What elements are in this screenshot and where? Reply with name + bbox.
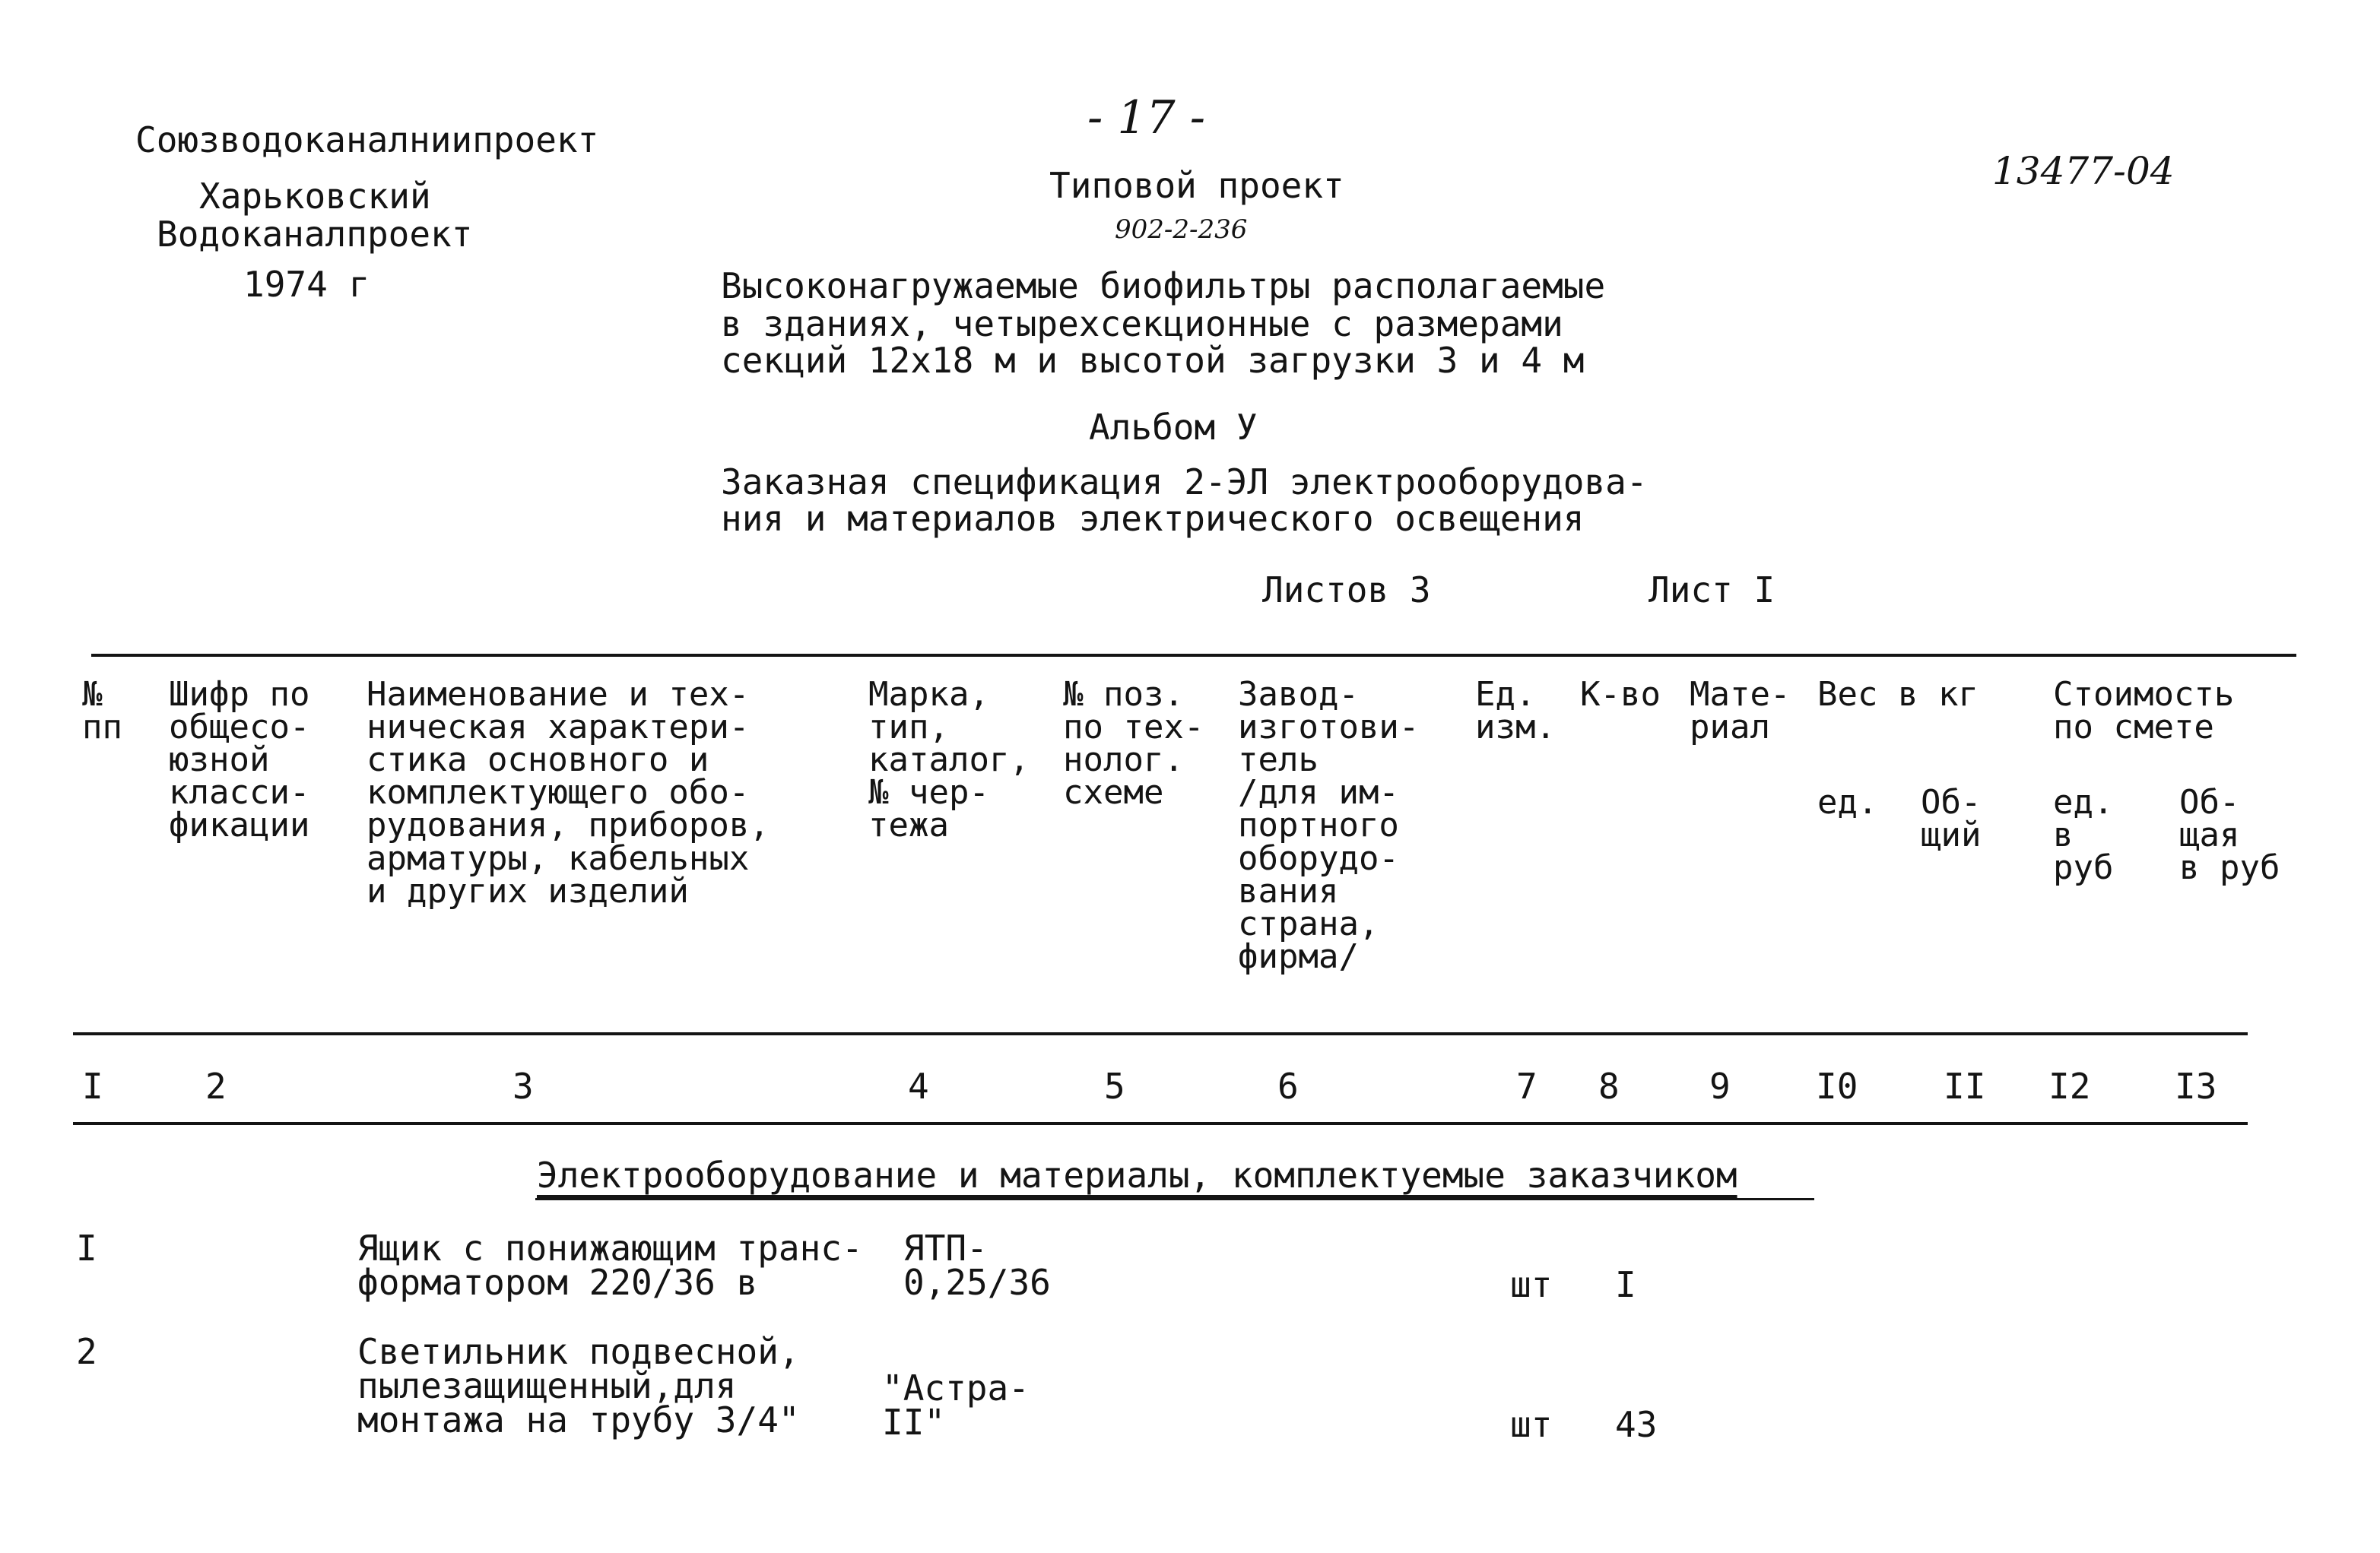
row-2-unit: шт <box>1510 1404 1553 1445</box>
header-position-number: № поз. по тех- нолог. схеме <box>1063 675 1204 813</box>
column-number: 4 <box>908 1066 929 1107</box>
column-number: 2 <box>205 1066 227 1107</box>
organization-city: Харьковский <box>199 176 431 217</box>
section-title: Электрооборудование и материалы, комплектуемые заказчиком <box>537 1155 1737 1196</box>
row-2-number: 2 <box>76 1331 97 1372</box>
header-mark-type: Марка, тип, каталог, № чер- тежа <box>868 675 1030 845</box>
row-1-name: Ящик с понижающим транс- форматором 220/36 в <box>357 1228 863 1304</box>
header-cost-total: Об- щая в руб <box>2179 783 2280 888</box>
header-name-characteristics: Наименование и тех- ническая характери- стика основного и комплектующего обо- рудования, приборов, арматуры, кабельных и других изделий <box>367 675 770 911</box>
row-2-mark: "Астра- II" <box>882 1368 1030 1444</box>
column-number: 9 <box>1709 1066 1731 1107</box>
header-weight: Вес в кг <box>1817 675 1979 714</box>
section-title-underline <box>535 1198 1814 1200</box>
column-number: 3 <box>512 1066 534 1107</box>
column-number: I2 <box>2048 1066 2091 1107</box>
page-number: - 17 - <box>1087 91 1206 144</box>
header-row-number: № пп <box>82 675 122 747</box>
sheets-total: Листов 3 <box>1262 569 1431 610</box>
row-2-name: Светильник подвесной, пылезащищенный,для монтажа на трубу 3/4" <box>357 1331 800 1441</box>
spec-title-line-2: ния и материалов электрического освещения <box>721 498 1585 539</box>
project-description-line-2: в зданиях, четырехсекционные с размерами <box>721 303 1563 344</box>
header-cost-unit: ед. в руб <box>2053 783 2114 888</box>
header-weight-unit: ед. <box>1817 783 1878 822</box>
project-description-line-3: секций 12х18 м и высотой загрузки 3 и 4 м <box>721 340 1585 381</box>
organization-name: Союзводоканалниипроект <box>135 119 599 160</box>
row-2-quantity: 43 <box>1615 1404 1658 1445</box>
spec-title-line-1: Заказная спецификация 2-ЭЛ электрооборудова- <box>721 461 1648 502</box>
column-numbers-bottom-rule <box>73 1122 2248 1125</box>
header-weight-total: Об- щий <box>1921 783 1982 855</box>
column-number: 8 <box>1598 1066 1620 1107</box>
project-title: Типовой проект <box>1049 165 1344 206</box>
row-1-number: I <box>76 1228 97 1269</box>
header-material: Мате- риал <box>1690 675 1791 747</box>
table-top-rule <box>91 654 2296 657</box>
row-1-unit: шт <box>1510 1264 1553 1305</box>
column-number: I <box>82 1066 103 1107</box>
header-manufacturer: Завод- изготови- тель /для им- портного оборудо- вания страна, фирма/ <box>1238 675 1420 976</box>
project-description-line-1: Высоконагружаемые биофильтры располагаемые <box>721 265 1606 306</box>
header-bottom-rule <box>73 1032 2248 1035</box>
header-unit: Ед. изм. <box>1475 675 1556 747</box>
row-1-quantity: I <box>1615 1264 1636 1305</box>
header-classification-code: Шифр по общесо- юзной класси- фикации <box>169 675 310 845</box>
column-number: I3 <box>2175 1066 2217 1107</box>
column-number: I0 <box>1816 1066 1858 1107</box>
document-code: 13477-04 <box>1992 149 2175 193</box>
column-number: II <box>1944 1066 1986 1107</box>
organization-dept: Водоканалпроект <box>157 214 473 255</box>
column-number: 7 <box>1516 1066 1537 1107</box>
sheet-number: Лист I <box>1649 569 1775 610</box>
document-year: 1974 г <box>243 264 370 305</box>
header-cost: Стоимость по смете <box>2053 675 2235 747</box>
header-quantity: К-во <box>1580 675 1661 714</box>
column-number: 6 <box>1277 1066 1299 1107</box>
column-number: 5 <box>1104 1066 1125 1107</box>
row-1-mark: ЯТП- 0,25/36 <box>903 1228 1051 1304</box>
album-title: Альбом У <box>1089 407 1258 448</box>
project-number: 902-2-236 <box>1115 214 1248 245</box>
